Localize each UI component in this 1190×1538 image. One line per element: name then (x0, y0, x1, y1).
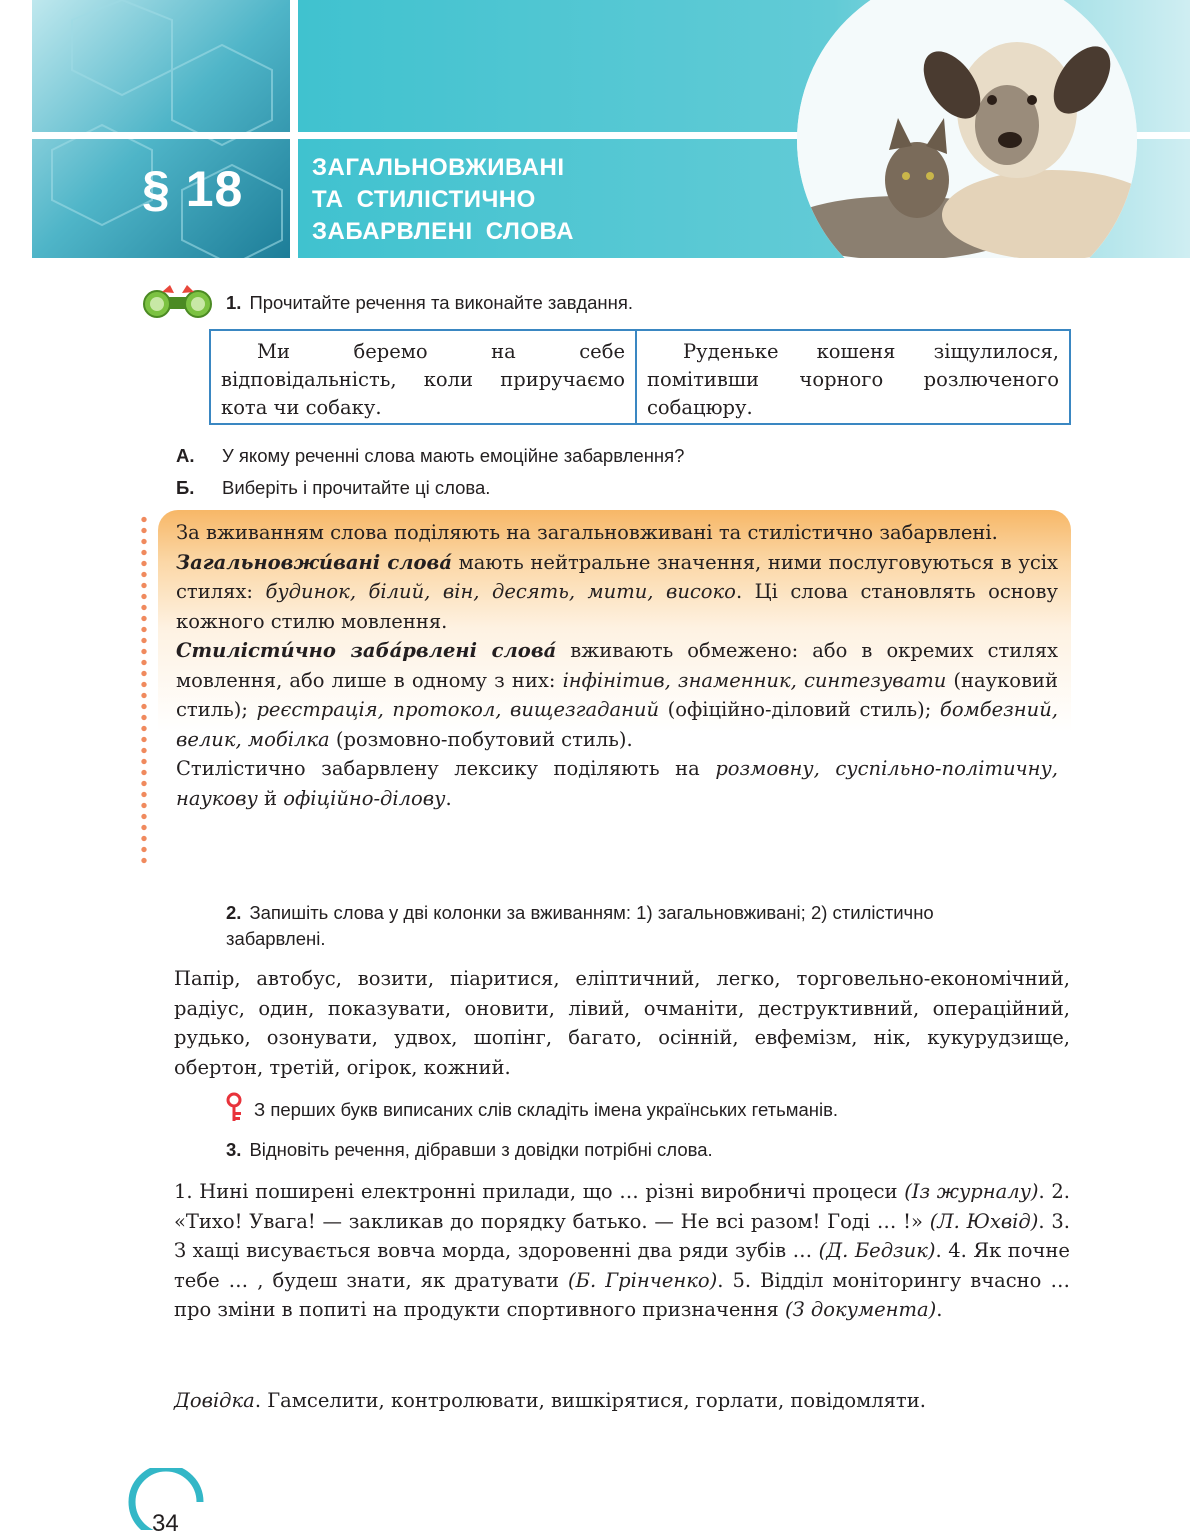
task-2-instruction: 2. Запишіть слова у дві колонки за вживанням: 1) загальновживані; 2) стилістично забарвлені. (226, 902, 934, 949)
page-number: 34 (152, 1510, 179, 1537)
hint-line: З перших букв виписаних слів складіть імена українських гетьманів. (222, 1092, 838, 1125)
rule-text: За вживанням слова поділяють на загальновживані та стилістично забарвлені. Загальновжи́вані слова́ мають нейтральне значення, ними послуговуються в усіх стилях: будинок, білий, він, десять, мити, високо. Ці слова становлять основу кожного стилю мовлення. Стилісти́чно заба́рвлені слова́ вживають обмежено: або в окремих стилях мовлення, або лише в одному з них: інфінітив, знаменник, синтезувати (науковий стиль); реєстрація, протокол, вищезгаданий (офіційно-діловий стиль); бомбезний, велик, мобілка (розмовно-побутовий стиль). Стилістично забарвлену лексику поділяють на розмовну, суспільно-політичну, наукову й офіційно-ділову. (176, 521, 1058, 810)
dotted-line (140, 514, 148, 866)
sentence-cell-2: Руденьке кошеня зіщулилося, помітивши чорного розлюченого собацюру. (647, 340, 1059, 419)
binoculars-icon (140, 283, 216, 319)
page-footer-decoration (0, 1468, 700, 1530)
paragraph-title: ЗАГАЛЬНОВЖИВАНІ ТА СТИЛІСТИЧНО ЗАБАРВЛЕНІ СЛОВА (312, 154, 575, 245)
reference-words: Довідка. Гамселити, контролювати, вишкірятися, горлати, повідомляти. (174, 1389, 926, 1412)
question-a: А. У якому реченні слова мають емоційне забарвлення? (176, 445, 685, 466)
task-1-instruction: 1. Прочитайте речення та виконайте завдання. (226, 292, 633, 313)
question-b: Б. Виберіть і прочитайте ці слова. (176, 477, 491, 498)
header-banner (32, 0, 1190, 258)
sentences-table (209, 329, 1071, 425)
task-2-words: Папір, автобус, возити, піаритися, еліптичний, легко, торговельно-економічний, радіус, один, показувати, оновити, лівий, очманіти, деструктивний, операційний, рудько, озонувати, удвох, шопінг, багато, осінній, евфемізм, нік, кукурудзище, обертон, третій, огірок, кожний. (174, 967, 1070, 1079)
paragraph-number: § 18 (142, 161, 244, 217)
sentence-cell-1: Ми беремо на себе відповідальність, коли приручаємо кота чи собаку. (211, 331, 637, 423)
key-icon (222, 1092, 246, 1122)
task-3-instruction: 3. Відновіть речення, дібравши з довідки потрібні слова. (226, 1139, 713, 1160)
task-3-sentences: 1. Нині поширені електронні прилади, що … різні виробничі процеси (Із журналу). 2. «Тихо! Увага! — закликав до порядку батько. — Не всі разом! Годі … !» (Л. Юхвід). 3. З хащі висувається вовча морда, здоровенні два ряди зубів … (Д. Бедзик). 4. Як почне тебе … , будеш знати, як дратувати (Б. Грінченко). 5. Відділ моніторингу вчасно … про зміни в попиті на продукти спортивного призначення (З документа). (174, 1180, 1070, 1321)
